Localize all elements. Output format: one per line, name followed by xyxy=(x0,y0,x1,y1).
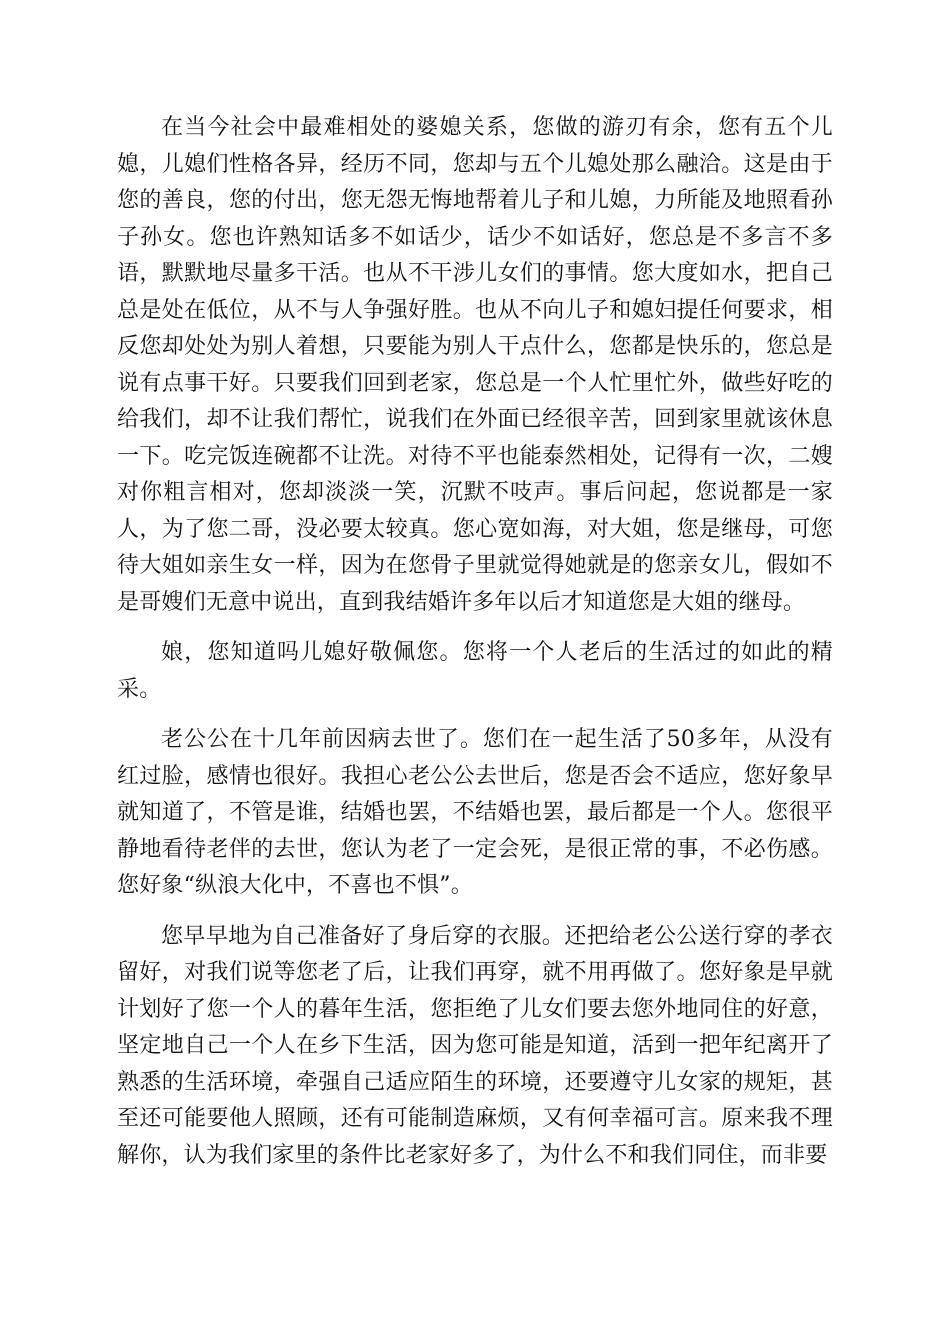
document-page xyxy=(117,110,833,1188)
paragraph-3: 老公公在十几年前因病去世了。您们在一起生活了50多年，从没有红过脸，感情也很好。我担心老公公去世后，您是否会不适应，您好象早就知道了，不管是谁，结婚也罢，不结婚也罢，最后都是一个人。您很平静地看待老伴的去世，您认为老了一定会死，是很正常的事，不必伤感。您好象“纵浪大化中，不喜也不惧”。 xyxy=(117,727,833,898)
paragraph-1: 在当今社会中最难相处的婆媳关系，您做的游刃有余，您有五个儿媳，儿媳们性格各异，经历不同，您却与五个儿媳处那么融洽。这是由于您的善良，您的付出，您无怨无悔地帮着儿子和儿媳，力所能及地照看孙子孙女。您也许熟知话多不如话少，话少不如话好，您总是不多言不多语，默默地尽量多干活。也从不干涉儿女们的事情。您大度如水，把自己总是处在低位，从不与人争强好胜。也从不向儿子和媳妇提任何要求，相反您却处处为别人着想，只要能为别人干点什么，您都是快乐的，您总是说有点事干好。只要我们回到老家，您总是一个人忙里忙外，做些好吃的给我们，却不让我们帮忙，说我们在外面已经很辛苦，回到家里就该休息一下。吃完饭连碗都不让洗。对待不平也能泰然相处，记得有一次，二嫂对你粗言相对，您却淡淡一笑，沉默不吱声。事后问起，您说都是一家人，为了您二哥，没必要太较真。您心宽如海，对大姐，您是继母，可您待大姐如亲生女一样，因为在您骨子里就觉得她就是的您亲女儿，假如不是哥嫂们无意中说出，直到我结婚许多年以后才知道您是大姐的继母。 xyxy=(117,115,833,615)
paragraph-4: 您早早地为自己准备好了身后穿的衣服。还把给老公公送行穿的孝衣留好，对我们说等您老了后，让我们再穿，就不用再做了。您好象是早就计划好了您一个人的暮年生活，您拒绝了儿女们要去您外地同住的好意，坚定地自己一个人在乡下生活，因为您可能是知道，活到一把年纪离开了熟悉的生活环境，牵强自己适应陌生的环境，还要遵守儿女家的规矩，甚至还可能要他人照顾，还有可能制造麻烦，又有何幸福可言。原来我不理解你，认为我们家里的条件比老家好多了，为什么不和我们同住，而非要 xyxy=(117,923,833,1168)
paragraph-2: 娘，您知道吗儿媳好敬佩您。您将一个人老后的生活过的如此的精采。 xyxy=(117,640,833,702)
